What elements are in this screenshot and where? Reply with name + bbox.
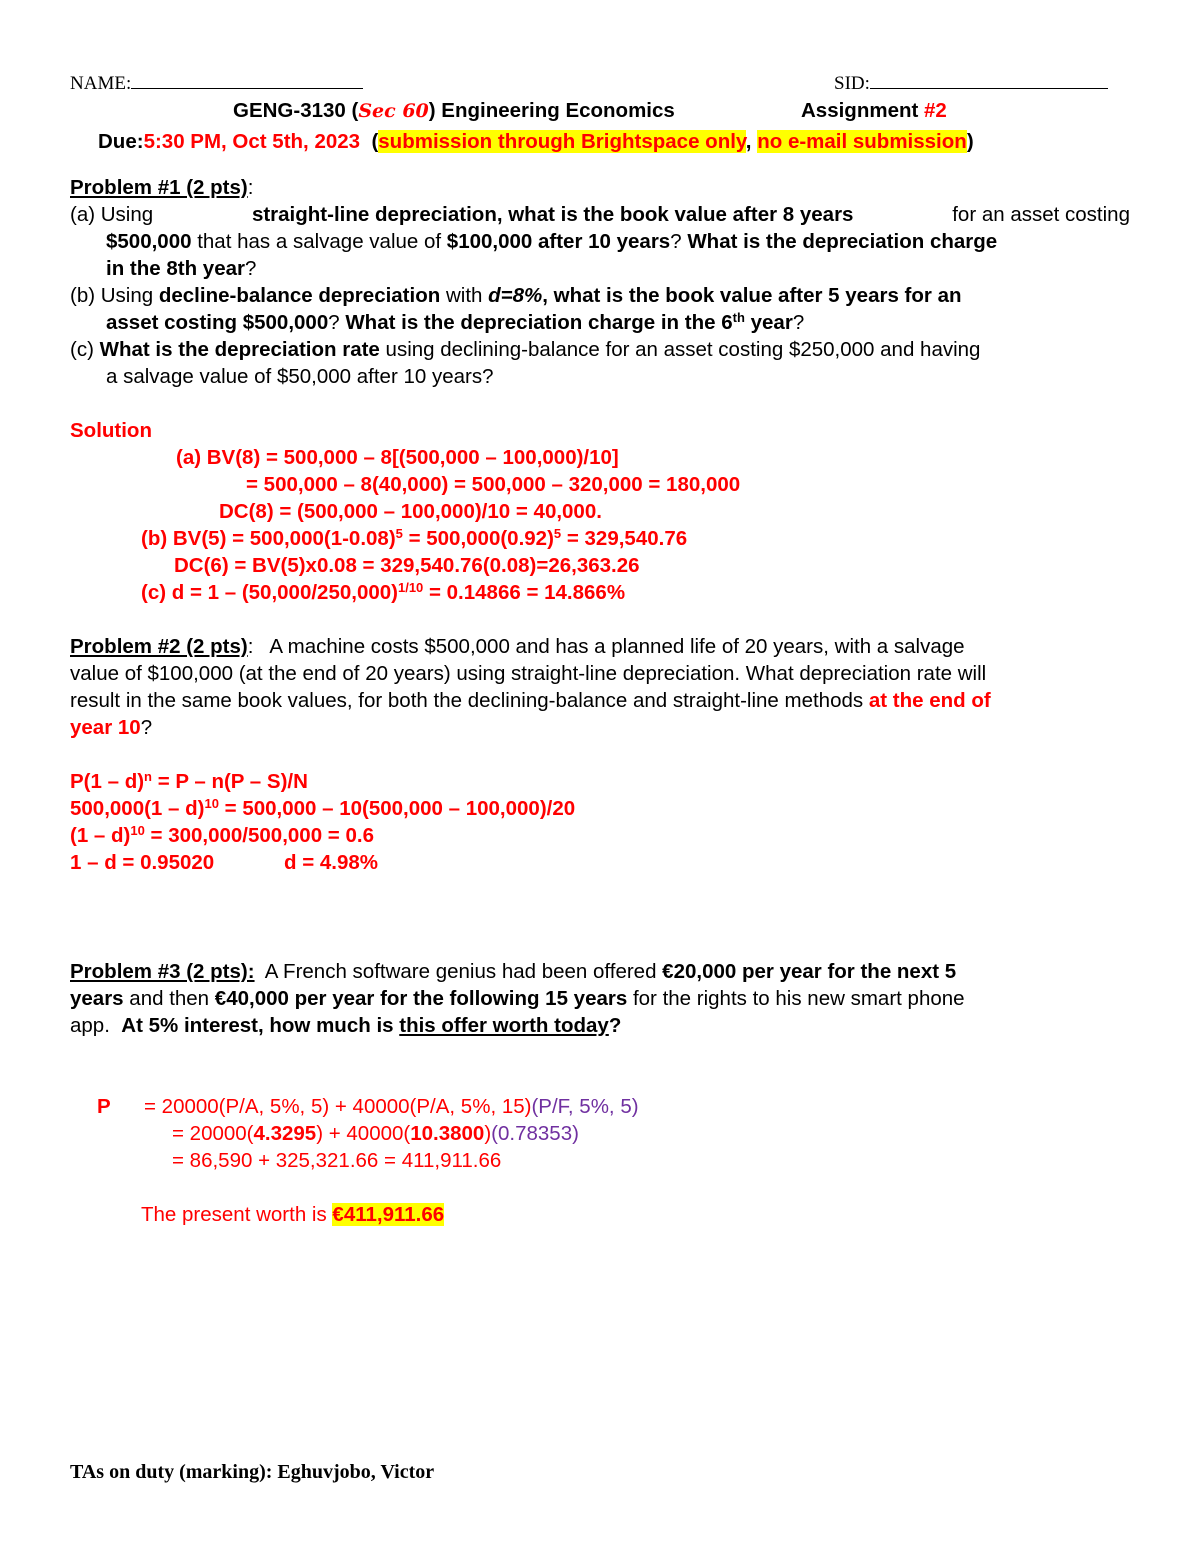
- solution-c-line: (c) $d = 1 - (50,000/250,000)^{1/10} = 0.14866 = 14.866\%$: [141, 580, 626, 604]
- problem3-line2: years and then €40,000 per year for the following 15 years for the rights to his new smart phone: [70, 987, 965, 1010]
- problem1-c-line1: (c) What is the depreciation rate using declining-balance for an asset costing $250,000 and having: [70, 338, 981, 361]
- problem3-eq1: = 20000(P/A, 5%, 5) + 40000(P/A, 5%, 15)(P/F, 5%, 5): [144, 1095, 639, 1118]
- problem3-title: Problem #3 (2 pts):: [70, 960, 255, 983]
- problem1-b-line2: asset costing $500,000? What is the depreciation charge in the 6th year?: [106, 310, 805, 334]
- sid-blank: [870, 72, 1108, 89]
- problem2-solution-4a: 1 – d = 0.95020: [70, 851, 215, 874]
- solution-a-line3: DC(8) = (500,000 – 100,000)/10 = 40,000.: [219, 500, 602, 523]
- problem2-line4: year 10?: [70, 716, 153, 739]
- problem2-solution-2: 500,000(1 – d)$^{10}$ = 500,000 – 10(500,000 – 100,000)/20: [70, 796, 576, 820]
- solution-label: Solution: [70, 419, 152, 442]
- solution-b-line2: DC(6) = BV(5)x0.08 = 329,540.76(0.08)=26,363.26: [174, 554, 640, 577]
- problem1-a-line2: $500,000 that has a salvage value of $100,000 after 10 years? What is the depreciation charge: [106, 230, 998, 253]
- problem2-title: Problem #2 (2 pts): [70, 635, 248, 658]
- problem3-line1: Problem #3 (2 pts): A French software genius had been offered €20,000 per year for the next 5: [70, 960, 957, 983]
- section-number: Sec 60: [358, 100, 429, 122]
- problem3-answer: The present worth is €411,911.66: [141, 1203, 445, 1226]
- assignment-number: #2: [924, 99, 947, 122]
- due-date: 5:30 PM, Oct 5th, 2023: [143, 130, 361, 153]
- name-label: NAME:: [70, 73, 132, 94]
- no-email-note: no e-mail submission: [757, 130, 967, 153]
- submission-note: submission through Brightspace only: [378, 130, 746, 153]
- problem2-solution-1: P(1 – d)$^n$ = P – n(P – S)/N: [70, 769, 308, 793]
- solution-a-line2: = 500,000 – 8(40,000) = 500,000 – 320,000 = 180,000: [246, 473, 741, 496]
- problem2-line3: result in the same book values, for both the declining-balance and straight-line methods at the end of: [70, 689, 991, 712]
- problem1-title: Problem #1 (2 pts):: [70, 176, 254, 199]
- problem3-line3: app. At 5% interest, how much is this offer worth today?: [70, 1014, 622, 1037]
- problem1-c-line2: a salvage value of $50,000 after 10 years?: [106, 365, 494, 388]
- problem1-b-line1: (b) Using decline-balance depreciation with d=8%, what is the book value after 5 years for an: [70, 284, 962, 307]
- problem1-a-line1: (a) Using straight-line depreciation, what is the book value after 8 years for an asset costing: [70, 203, 1130, 226]
- problem2-solution-4b: d = 4.98%: [284, 851, 379, 874]
- assignment-title: Assignment #2: [801, 99, 947, 122]
- problem2-line1: Problem #2 (2 pts): A machine costs $500,000 and has a planned life of 20 years, with a salvage: [70, 635, 965, 658]
- problem1-a-line3: in the 8th year?: [106, 257, 257, 280]
- problem2-line2: value of $100,000 (at the end of 20 years) using straight-line depreciation. What depreciation rate will: [70, 662, 987, 685]
- solution-b-line1: (b) $BV(5) = 500,000(1-0.08)^5 = 500,000(0.92)^5 = 329,540.76$: [141, 526, 688, 550]
- footer-tas: TAs on duty (marking): Eghuvjobo, Victor: [70, 1461, 435, 1483]
- problem2-solution-3: (1 – d)$^{10}$ = 300,000/500,000 = 0.6: [70, 823, 374, 847]
- due-line: Due:5:30 PM, Oct 5th, 2023 (submission through Brightspace only, no e-mail submission): [98, 130, 974, 153]
- course-title: GENG-3130 (Sec 60) Engineering Economics: [233, 99, 675, 122]
- problem3-eq2: = 20000(4.3295) + 40000(10.3800)(0.78353): [172, 1122, 579, 1145]
- answer-value: €411,911.66: [332, 1203, 445, 1226]
- problem3-eq3: = 86,590 + 325,321.66 = 411,911.66: [172, 1149, 502, 1172]
- name-blank: [131, 72, 363, 89]
- name-field: [70, 70, 363, 97]
- sid-label: SID:: [834, 73, 870, 94]
- problem3-p-label: P: [97, 1095, 111, 1118]
- solution-a-line1: (a) BV(8) = 500,000 – 8[(500,000 – 100,000)/10]: [176, 446, 619, 469]
- sid-field: [834, 70, 1108, 97]
